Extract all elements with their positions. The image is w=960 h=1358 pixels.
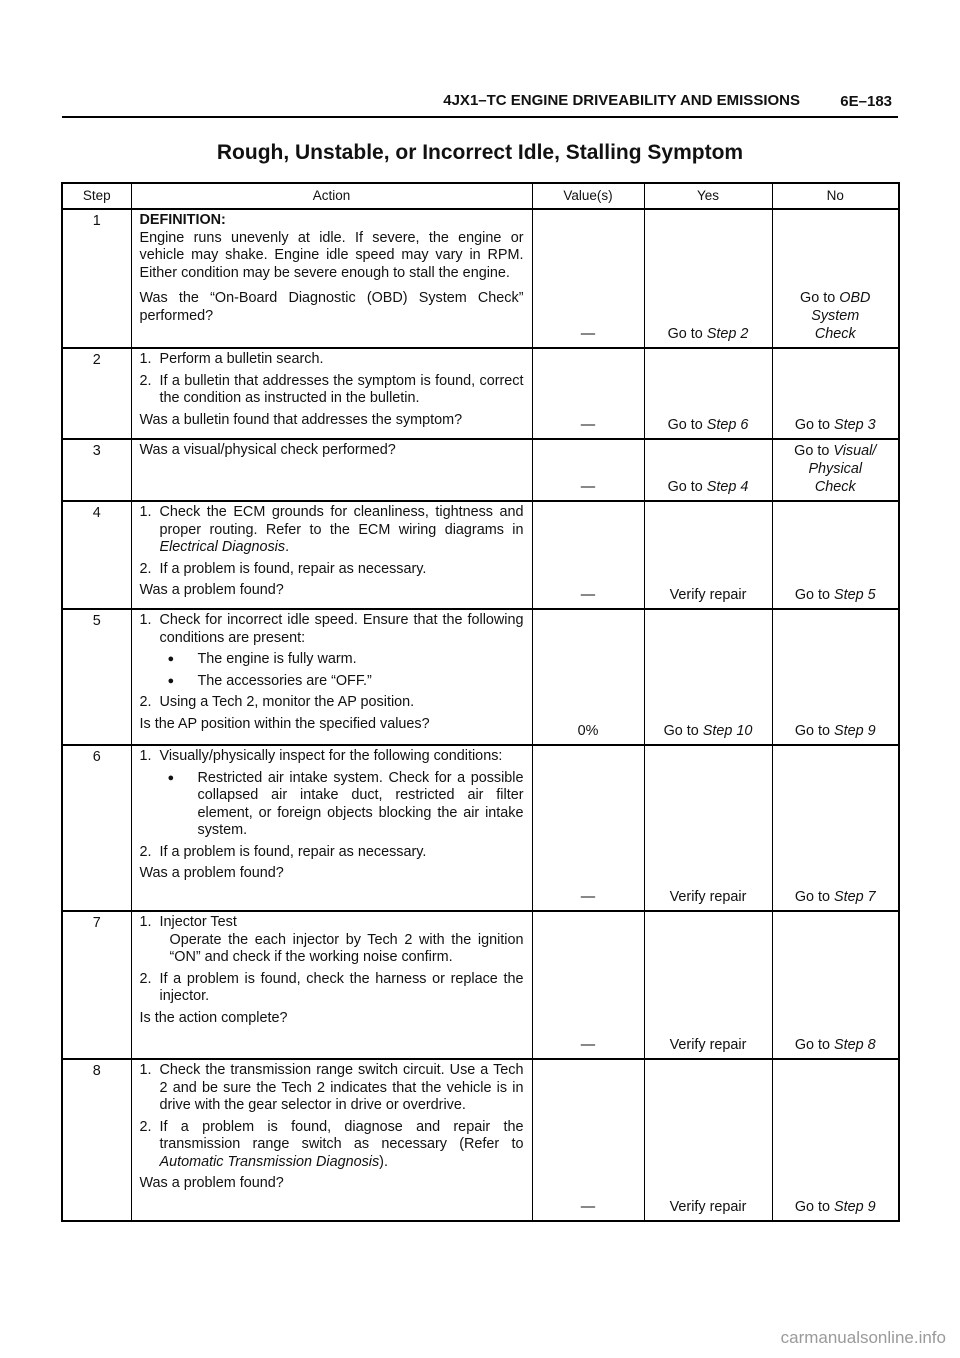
no-cell: Go to Step 7: [772, 745, 899, 911]
bullet-2: The accessories are “OFF.”: [197, 672, 372, 689]
yes-cell: Verify repair: [644, 501, 772, 609]
no-link[interactable]: Step 5: [834, 586, 876, 603]
no-cell: Go to OBD System Check: [772, 209, 899, 348]
no-link[interactable]: OBD System Check: [811, 290, 871, 342]
step-number: 8: [62, 1059, 131, 1221]
yes-link[interactable]: Step 10: [702, 722, 753, 739]
question-text: Was a problem found?: [139, 1175, 284, 1191]
no-link[interactable]: Visual/ Physical Check: [808, 443, 877, 495]
table-row: [62, 1059, 899, 1221]
instruction-1: Perform a bulletin search.: [159, 351, 324, 367]
instruction-1: Check for incorrect idle speed. Ensure that the following conditions are present:: [159, 612, 524, 646]
col-values: Value(s): [532, 183, 644, 209]
action-cell: [131, 209, 532, 348]
value-cell: —: [532, 745, 644, 911]
bullet-icon: ●: [167, 653, 175, 665]
bullet-1: The engine is fully warm.: [197, 651, 357, 667]
value-cell: —: [532, 1059, 644, 1221]
table-header-row: [62, 183, 899, 209]
definition-text: Engine runs unevenly at idle. If severe, the engine or vehicle may shake. Engine idle speed may vary in RPM. Either condition may be severe enough to stall the engine.: [139, 229, 524, 281]
question-text: Was the “On-Board Diagnostic (OBD) System Check” performed?: [139, 290, 524, 324]
yes-cell: Go to Step 4: [644, 439, 772, 501]
yes-link[interactable]: Step 6: [706, 416, 749, 433]
table-row: [62, 439, 899, 501]
instruction-2: If a problem is found, diagnose and repair the transmission range switch as necessary (Refer to: [159, 1118, 524, 1152]
instruction-1: Check the transmission range switch circuit. Use a Tech 2 and be sure the Tech 2 indicates that the vehicle is in drive with the gear selector in drive or overdrive.: [159, 1062, 524, 1113]
yes-cell: Go to Step 10: [644, 609, 772, 745]
instruction-2: If a problem is found, repair as necessary.: [159, 843, 427, 860]
no-cell: Go to Step 5: [772, 501, 899, 609]
reference-link[interactable]: Automatic Transmission Diagnosis: [159, 1153, 380, 1170]
step-number: 3: [62, 439, 131, 501]
step-number: 7: [62, 911, 131, 1059]
value-cell: —: [532, 348, 644, 439]
no-cell: Go to Step 8: [772, 911, 899, 1059]
yes-cell: Go to Step 6: [644, 348, 772, 439]
yes-cell: Verify repair: [644, 1059, 772, 1221]
table-row: [62, 609, 899, 745]
step-number: 1: [62, 209, 131, 348]
bullet-icon: ●: [167, 771, 175, 784]
no-cell: Go to Step 9: [772, 1059, 899, 1221]
step-number: 2: [62, 348, 131, 439]
step-number: 6: [62, 745, 131, 911]
table-row: [62, 745, 899, 911]
col-yes: Yes: [644, 183, 772, 209]
page-header: [62, 88, 898, 118]
value-cell: —: [532, 501, 644, 609]
value-cell: —: [532, 439, 644, 501]
col-no: No: [772, 183, 899, 209]
bullet-icon: ●: [167, 674, 175, 687]
watermark: carmanualsonline.info: [780, 1328, 946, 1347]
no-link[interactable]: Step 9: [834, 1198, 876, 1215]
yes-cell: Verify repair: [644, 911, 772, 1059]
step-number: 4: [62, 501, 131, 609]
no-link[interactable]: Step 9: [834, 722, 876, 739]
question-text: Is the AP position within the specified values?: [139, 715, 430, 732]
action-cell: 1. Visually/physically inspect for the following conditions: ● Restricted air intake system. Check for a possible collapsed air intake duct, restricted air filter element, or foreign objects blocking the air intake system. 2. If a problem is found, repair as necessary. Was a problem found?: [131, 745, 532, 911]
action-cell: 1. Injector Test Operate the each injector by Tech 2 with the ignition “ON” and check if the working noise confirm. 2. If a problem is found, check the harness or replace the injector. Is the action complete?: [131, 911, 532, 1059]
table-row: [62, 911, 899, 1059]
action-cell: [131, 439, 532, 501]
no-link[interactable]: Step 8: [834, 1036, 876, 1053]
page-title: Rough, Unstable, or Incorrect Idle, Stalling Symptom: [216, 141, 744, 164]
instruction-1: Injector Test: [159, 914, 237, 930]
instruction-2: Using a Tech 2, monitor the AP position.: [159, 694, 415, 710]
instruction-1-detail: Operate the each injector by Tech 2 with the ignition “ON” and check if the working noise confirm.: [169, 931, 524, 965]
instruction-2: If a problem is found, check the harness or replace the injector.: [159, 970, 524, 1004]
step-number: 5: [62, 609, 131, 745]
question-text: Was a bulletin found that addresses the symptom?: [139, 411, 463, 428]
col-action: Action: [131, 183, 532, 209]
question-text: Was a problem found?: [139, 865, 284, 881]
no-link[interactable]: Step 3: [834, 416, 876, 433]
question-text: Was a problem found?: [139, 582, 284, 598]
table-row: [62, 501, 899, 609]
no-cell: Go to Step 3: [772, 348, 899, 439]
no-link[interactable]: Step 7: [834, 888, 876, 905]
yes-cell: Verify repair: [644, 745, 772, 911]
action-cell: 1. Perform a bulletin search. 2. If a bulletin that addresses the symptom is found, correct the condition as instructed in the bulletin. Was a bulletin found that addresses the symptom?: [131, 348, 532, 439]
instruction-1: Check the ECM grounds for cleanliness, tightness and proper routing. Refer to the ECM wiring diagrams in: [159, 504, 524, 538]
yes-link[interactable]: Step 2: [706, 325, 749, 342]
diagnostic-table: [61, 182, 900, 1222]
bullet-1: Restricted air intake system. Check for a possible collapsed air intake duct, restricted air filter element, or foreign objects blocking the air intake system.: [197, 769, 524, 838]
instruction-2: If a problem is found, repair as necessary.: [159, 560, 427, 577]
col-step: Step: [62, 183, 131, 209]
question-text: Is the action complete?: [139, 1009, 288, 1026]
no-cell: Go to Visual/ Physical Check: [772, 439, 899, 501]
no-cell: Go to Step 9: [772, 609, 899, 745]
yes-link[interactable]: Step 4: [706, 478, 749, 495]
action-cell: 1. Check for incorrect idle speed. Ensure that the following conditions are present: ● The engine is fully warm. ● The accessories are “OFF.” 2. Using a Tech 2, monitor the AP position. Is the AP position within the specified values?: [131, 609, 532, 745]
table-row: [62, 209, 899, 348]
reference-link[interactable]: Electrical Diagnosis: [159, 539, 286, 555]
instruction-2: If a bulletin that addresses the symptom is found, correct the condition as instructed in the bulletin.: [159, 372, 524, 406]
section-title: 4JX1–TC ENGINE DRIVEABILITY AND EMISSIONS: [443, 92, 800, 109]
action-cell: 1. Check the ECM grounds for cleanliness, tightness and proper routing. Refer to the ECM wiring diagrams in Electrical Diagnosis. 2. If a problem is found, repair as necessary. Was a problem found?: [131, 501, 532, 609]
value-cell: —: [532, 209, 644, 348]
question-text: Was a visual/physical check performed?: [139, 442, 396, 458]
definition-label: DEFINITION:: [139, 212, 226, 228]
value-cell: 0%: [532, 609, 644, 745]
yes-cell: Go to Step 2: [644, 209, 772, 348]
instruction-1: Visually/physically inspect for the following conditions:: [159, 748, 503, 764]
action-cell: 1. Check the transmission range switch circuit. Use a Tech 2 and be sure the Tech 2 indicates that the vehicle is in drive with the gear selector in drive or overdrive. 2. If a problem is found, diagnose and repair the transmission range switch as necessary (Refer to Automatic Transmission Diagnosis). Was a problem found?: [131, 1059, 532, 1221]
page-number: 6E–183: [840, 93, 892, 110]
value-cell: —: [532, 911, 644, 1059]
table-row: [62, 348, 899, 439]
